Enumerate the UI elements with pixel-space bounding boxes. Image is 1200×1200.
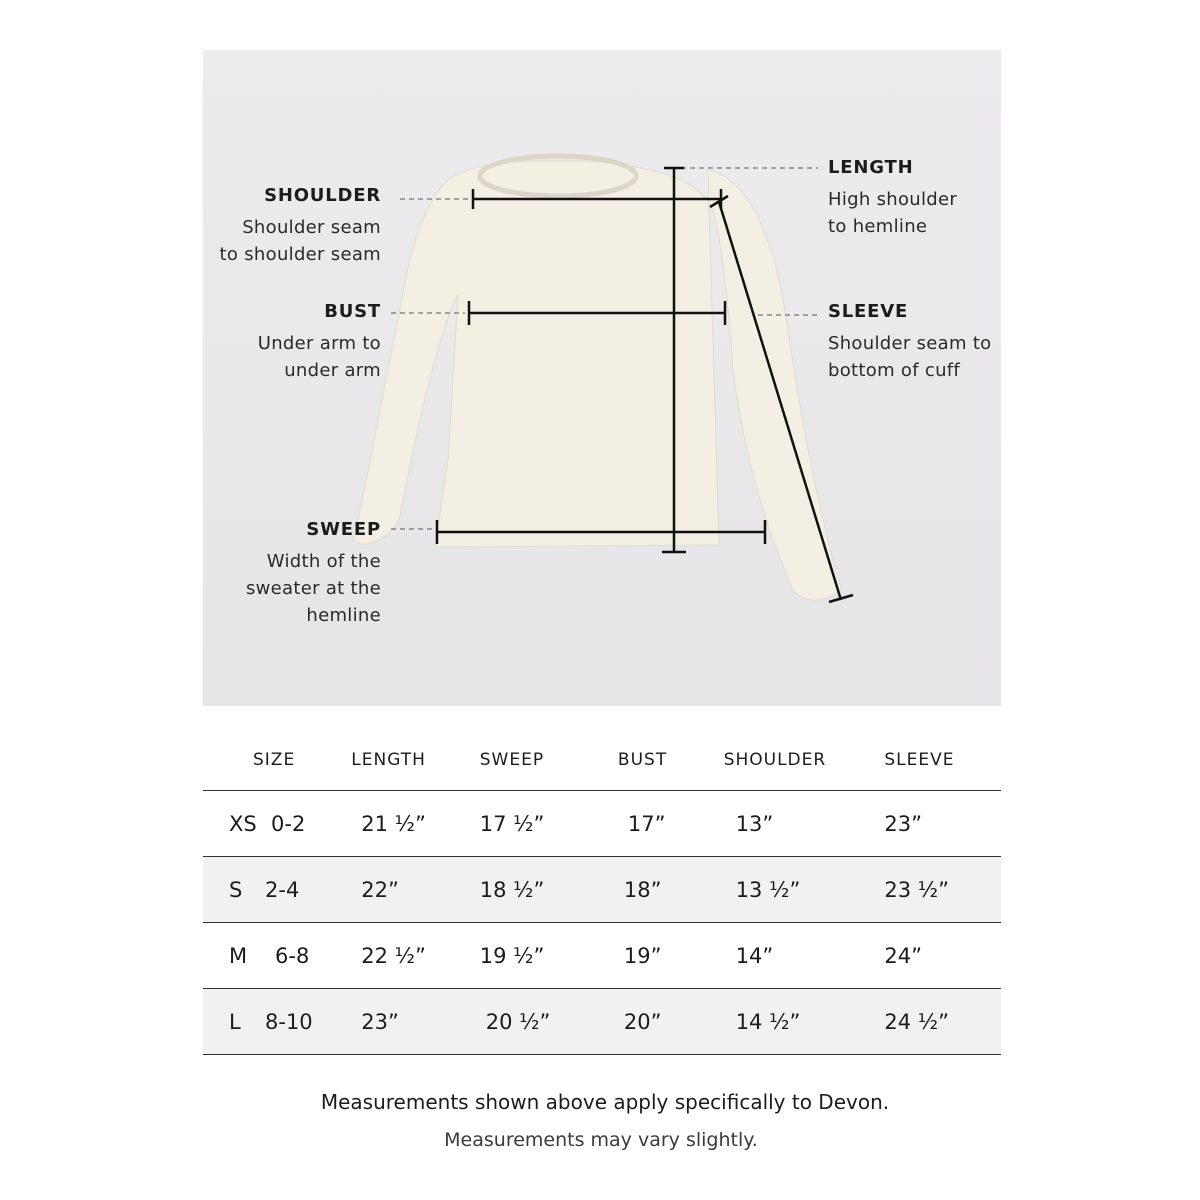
- cell-sweep: 19 ½”: [466, 923, 588, 989]
- header-shoulder: SHOULDER: [712, 730, 863, 791]
- size-letter: XS: [229, 811, 257, 836]
- header-sleeve: SLEEVE: [862, 730, 1001, 791]
- shoulder-title: SHOULDER: [264, 185, 381, 206]
- size-letter: S: [229, 877, 243, 902]
- sleeve-label: [828, 298, 998, 384]
- cell-length: 21 ½”: [325, 791, 466, 857]
- sweep-label: [217, 516, 381, 629]
- length-desc-2: to hemline: [828, 216, 928, 237]
- table-row: [203, 791, 1001, 857]
- sleeve-desc-2: bottom of cuff: [828, 360, 961, 381]
- cell-shoulder: 13 ½”: [712, 857, 863, 923]
- cell-sleeve: 23 ½”: [862, 857, 1001, 923]
- cell-sweep: 18 ½”: [466, 857, 588, 923]
- sweater-illustration: [353, 161, 841, 600]
- sweep-title: SWEEP: [306, 519, 381, 540]
- header-size: SIZE: [203, 730, 325, 791]
- table-row: [203, 989, 1001, 1055]
- sweep-desc-2: sweater at the: [245, 578, 381, 599]
- cell-bust: 18”: [588, 857, 712, 923]
- length-title: LENGTH: [828, 157, 914, 178]
- cell-bust: 19”: [588, 923, 712, 989]
- sweep-desc-1: Width of the: [266, 551, 381, 572]
- cell-shoulder: 14”: [712, 923, 863, 989]
- size-range: 0-2: [271, 811, 306, 836]
- cell-bust: 20”: [588, 989, 712, 1055]
- table-row: [203, 923, 1001, 989]
- length-desc-1: High shoulder: [828, 189, 958, 210]
- cell-sleeve: 24 ½”: [862, 989, 1001, 1055]
- bust-label: [217, 298, 381, 384]
- shoulder-desc-2: to shoulder seam: [219, 244, 381, 265]
- cell-length: 23”: [325, 989, 466, 1055]
- cell-sleeve: 24”: [862, 923, 1001, 989]
- bust-desc-2: under arm: [284, 360, 381, 381]
- cell-length: 22 ½”: [325, 923, 466, 989]
- bust-title: BUST: [324, 301, 381, 322]
- cell-shoulder: 14 ½”: [712, 989, 863, 1055]
- header-length: LENGTH: [325, 730, 466, 791]
- header-sweep: SWEEP: [466, 730, 588, 791]
- footer-note-primary: Measurements shown above apply specifically to Devon.: [320, 1090, 890, 1114]
- sweater-photo: [203, 50, 1001, 706]
- size-range: 2-4: [265, 877, 300, 902]
- length-label: [828, 154, 998, 240]
- cell-bust: 17”: [588, 791, 712, 857]
- cell-sleeve: 23”: [862, 791, 1001, 857]
- sleeve-desc-1: Shoulder seam to: [828, 333, 992, 354]
- shoulder-label: [217, 182, 381, 268]
- size-chart-table: [203, 730, 1001, 1055]
- footer-note-secondary: Measurements may vary slightly.: [444, 1129, 758, 1151]
- bust-desc-1: Under arm to: [257, 333, 381, 354]
- shoulder-desc-1: Shoulder seam: [242, 217, 381, 238]
- table-header-row: [203, 730, 1001, 791]
- cell-sweep: 20 ½”: [466, 989, 588, 1055]
- size-letter: M: [229, 943, 248, 968]
- table-row: [203, 857, 1001, 923]
- cell-length: 22”: [325, 857, 466, 923]
- size-range: 6-8: [275, 943, 310, 968]
- cell-sweep: 17 ½”: [466, 791, 588, 857]
- cell-shoulder: 13”: [712, 791, 863, 857]
- header-bust: BUST: [588, 730, 712, 791]
- size-letter: L: [229, 1009, 241, 1034]
- sleeve-title: SLEEVE: [828, 301, 909, 322]
- size-range: 8-10: [265, 1009, 313, 1034]
- sweep-desc-3: hemline: [306, 605, 381, 626]
